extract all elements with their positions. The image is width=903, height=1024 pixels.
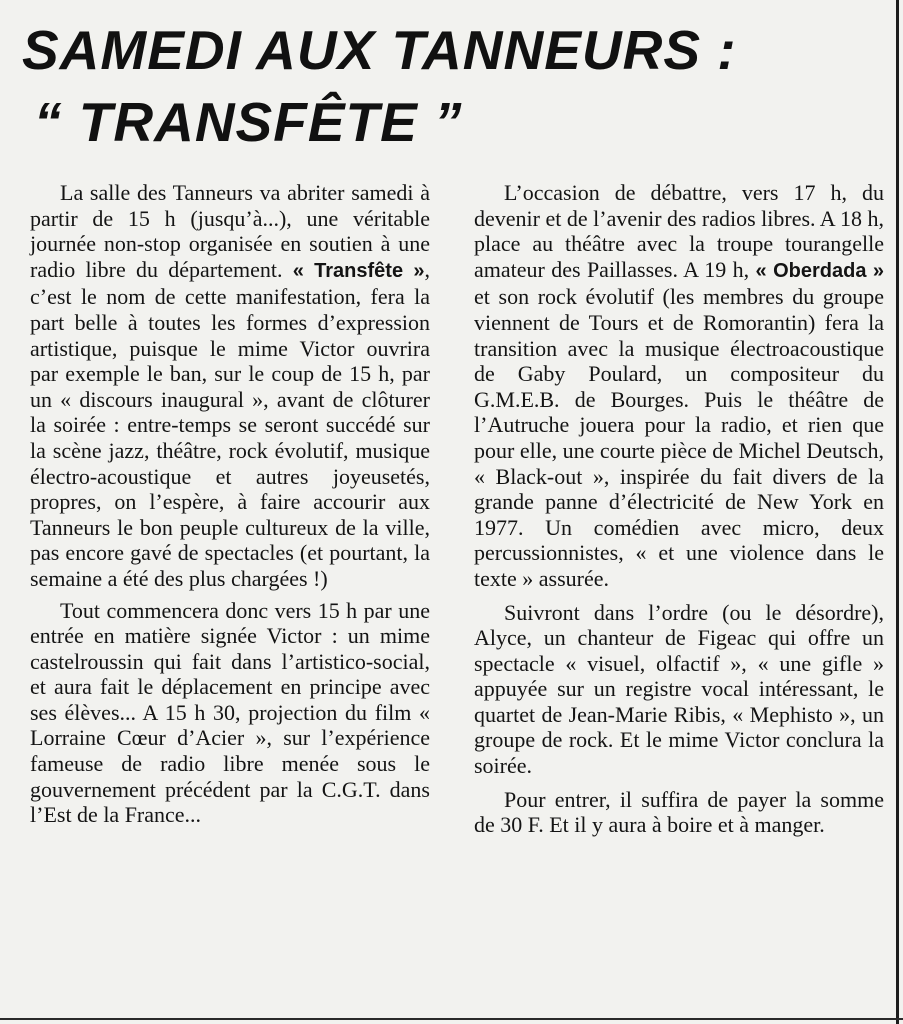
column-rule-bottom <box>0 1018 903 1020</box>
paragraph-text: , c’est le nom de cette manifestation, fera la part belle à toutes les formes d’expression artistique, puisque le mime Victor ouvrira par exemple le ban, sur le coup de 15 h, par un « discours inaugural », avant de clôturer la soirée : entre-temps se seront succédé sur la scène jazz, théâtre, rock évolutif, musique électro-acoustique et autres joyeusetés, propres, on l’espère, à faire accourir aux Tanneurs le bon peuple cultureux de la ville, pas encore gavé de spectacles (et pourtant, la semaine a été des plus chargées !) <box>30 256 430 591</box>
headline-line-2: “ TRANSFÊTE ” <box>34 91 463 153</box>
paragraph: Pour entrer, il suffira de payer la somme de 30 F. Et il y aura à boire et à manger. <box>474 786 884 838</box>
event-name: « Transfête » <box>292 259 425 282</box>
paragraph-text: L’occasion de débattre, vers 17 h, du devenir et de l’avenir des radios libres. A 18 h, place au théâtre avec la troupe tourangelle amateur des Paillasses. A 19 h, <box>474 180 884 282</box>
paragraph <box>30 180 430 592</box>
article-column-right <box>474 180 884 844</box>
paragraph-text: La salle des Tanneurs va abriter samedi à partir de 15 h (jusqu’à...), une véritable journée non-stop organisée en soutien à une radio libre du département. <box>30 180 430 282</box>
paragraph: Tout commencera donc vers 15 h par une entrée en matière signée Victor : un mime castelroussin qui fait dans l’artistico-social, et aura fait le déplacement en principe avec ses élèves... A 15 h 30, projection du film « Lorraine Cœur d’Acier », sur l’expérience fameuse de radio libre menée sous le gouvernement précédent par la C.G.T. dans l’Est de la France... <box>30 597 430 828</box>
paragraph-text: et son rock évolutif (les membres du groupe viennent de Tours et de Romorantin) fera la transition avec la musique électroacoustique de Gaby Poulard, un compositeur du G.M.E.B. de Bourges. Puis le théâtre de l’Autruche jouera pour la radio, et rien que pour elle, une courte pièce de Michel Deutsch, « Black-out », inspirée du fait divers de la grande panne d’électricité de New York en 1977. Un comédien avec micro, deux percussionnistes, « et une violence dans le texte » assurée. <box>474 284 884 591</box>
column-rule-right <box>896 0 899 1024</box>
paragraph: Suivront dans l’ordre (ou le désordre), Alyce, un chanteur de Figeac qui offre un spectacle « visuel, olfactif », « une gifle » appuyée sur un registre vocal intéressant, le quartet de Jean-Marie Ribis, « Mephisto », un groupe de rock. Et le mime Victor conclura la soirée. <box>474 599 884 779</box>
band-name: « Oberdada » <box>755 259 885 282</box>
headline <box>22 14 737 158</box>
paragraph <box>474 180 884 592</box>
article-column-left <box>30 180 430 834</box>
headline-line-1: SAMEDI AUX TANNEURS : <box>22 19 737 81</box>
